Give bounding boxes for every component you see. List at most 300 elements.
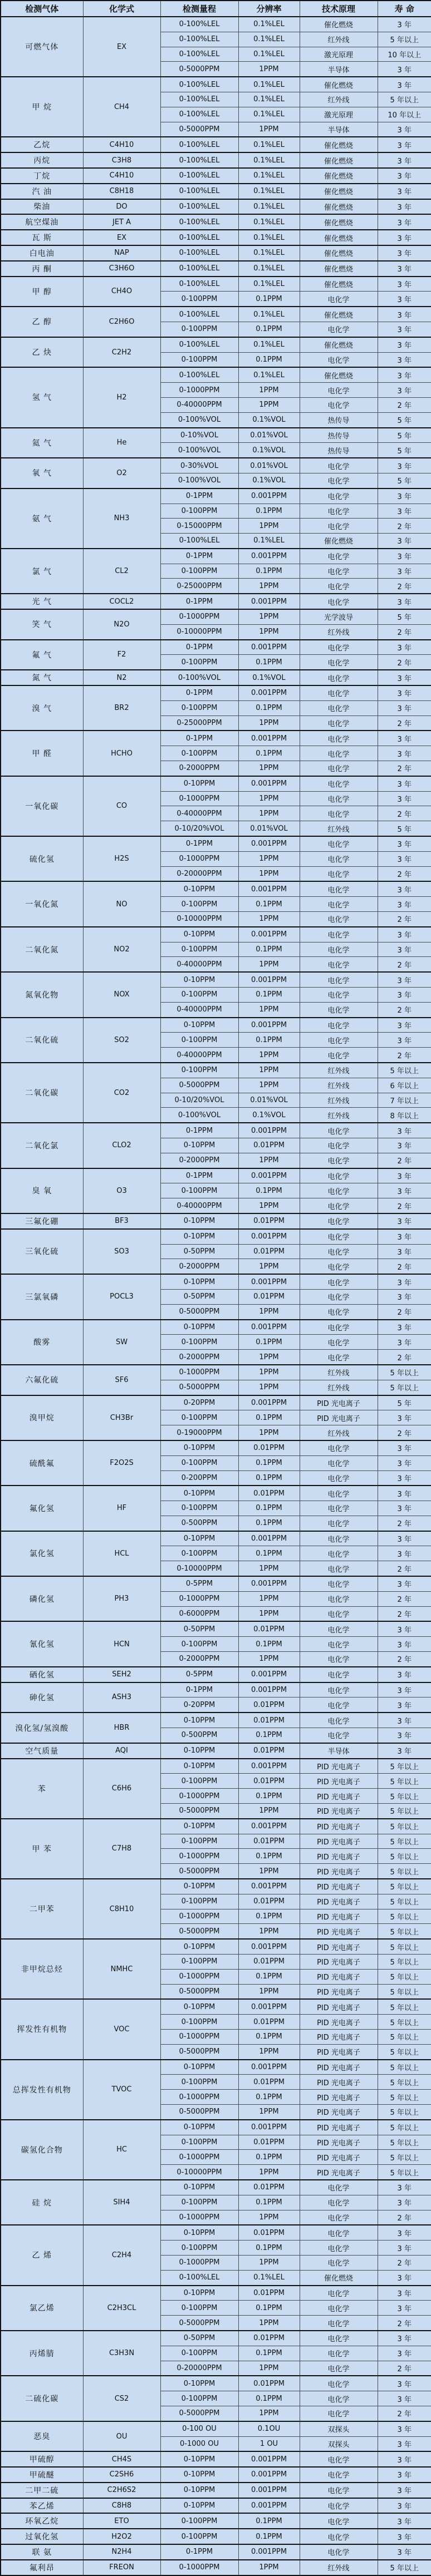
- table-row: [1, 2544, 431, 2560]
- range-cell: 0-40000PPM: [160, 1198, 238, 1213]
- principle-cell: 电化学: [300, 1713, 378, 1728]
- formula-cell: NMHC: [83, 1939, 160, 1999]
- lifespan-cell: 3 年: [378, 851, 431, 866]
- resolution-cell: 1PPM: [238, 2210, 300, 2225]
- lifespan-cell: 2 年: [378, 1259, 431, 1274]
- range-cell: 0-100%VOL: [160, 1108, 238, 1123]
- resolution-cell: 0.1%VOL: [238, 412, 300, 427]
- range-cell: 0-100PPM: [160, 564, 238, 579]
- resolution-cell: 0.1PPM: [238, 988, 300, 1003]
- range-cell: 0-10PPM: [160, 1213, 238, 1229]
- lifespan-cell: 2 年: [378, 2316, 431, 2331]
- principle-cell: 电化学: [300, 458, 378, 473]
- resolution-cell: 0.1PPM: [238, 746, 300, 761]
- lifespan-cell: 2 年: [378, 1304, 431, 1319]
- principle-cell: 电化学: [300, 1320, 378, 1335]
- gas-name-cell: 乙烷: [1, 137, 83, 152]
- table-row: [1, 77, 431, 92]
- range-cell: 0-5000PPM: [160, 1864, 238, 1879]
- gas-name-cell: 丙烷: [1, 152, 83, 168]
- range-cell: 0-1000PPM: [160, 383, 238, 398]
- lifespan-cell: 8 年以上: [378, 1108, 431, 1123]
- resolution-cell: 1PPM: [238, 1078, 300, 1093]
- resolution-cell: 1PPM: [238, 866, 300, 881]
- principle-cell: PID 光电离子: [300, 2165, 378, 2180]
- principle-cell: 电化学: [300, 700, 378, 715]
- lifespan-cell: 5 年以上: [378, 1365, 431, 1380]
- principle-cell: 电化学: [300, 579, 378, 594]
- table-row: [1, 245, 431, 261]
- principle-cell: 电化学: [300, 897, 378, 912]
- lifespan-cell: 3 年: [378, 1486, 431, 1501]
- range-cell: 0-10PPM: [160, 1440, 238, 1455]
- range-cell: 0-1000 OU: [160, 2436, 238, 2451]
- resolution-cell: 0.01PPM: [238, 1213, 300, 1229]
- lifespan-cell: 5 年以上: [378, 2104, 431, 2119]
- resolution-cell: 0.1%LEL: [238, 534, 300, 549]
- resolution-cell: 1PPM: [238, 1984, 300, 1999]
- principle-cell: 催化燃烧: [300, 77, 378, 92]
- formula-cell: C3H8: [83, 152, 160, 168]
- range-cell: 0-2000PPM: [160, 1259, 238, 1274]
- principle-cell: PID 光电离子: [300, 1410, 378, 1425]
- table-row: [1, 2483, 431, 2498]
- formula-cell: EX: [83, 230, 160, 245]
- range-cell: 0-1000PPM: [160, 1849, 238, 1864]
- principle-cell: 红外线: [300, 1093, 378, 1108]
- lifespan-cell: 3 年: [378, 1728, 431, 1743]
- table-row: [1, 1939, 431, 1954]
- principle-cell: PID 光电离子: [300, 1819, 378, 1834]
- resolution-cell: 0.01PPM: [238, 1774, 300, 1789]
- resolution-cell: 0.1PPM: [238, 504, 300, 519]
- range-cell: 0-10PPM: [160, 972, 238, 987]
- lifespan-cell: 3 年: [378, 1576, 431, 1591]
- formula-cell: VOC: [83, 1999, 160, 2059]
- resolution-cell: 0.001PPM: [238, 1576, 300, 1591]
- gas-name-cell: 汽 油: [1, 184, 83, 199]
- resolution-cell: 0.01PPM: [238, 2376, 300, 2391]
- gas-name-cell: 甲 烷: [1, 77, 83, 137]
- gas-name-cell: 苯: [1, 1759, 83, 1819]
- range-cell: 0-10PPM: [160, 2376, 238, 2391]
- principle-cell: PID 光电离子: [300, 2104, 378, 2119]
- range-cell: 0-100PPM: [160, 2195, 238, 2210]
- resolution-cell: 1PPM: [238, 715, 300, 731]
- resolution-cell: 0.1PPM: [238, 655, 300, 670]
- lifespan-cell: 2 年: [378, 1561, 431, 1576]
- principle-cell: 催化燃烧: [300, 337, 378, 352]
- gas-name-cell: 氟 气: [1, 640, 83, 670]
- principle-cell: 催化燃烧: [300, 367, 378, 382]
- range-cell: 0-10PPM: [160, 2180, 238, 2195]
- principle-cell: 红外线: [300, 1063, 378, 1078]
- principle-cell: 电化学: [300, 2529, 378, 2544]
- resolution-cell: 0.001PPM: [238, 1123, 300, 1138]
- range-cell: 0-1000PPM: [160, 609, 238, 624]
- gas-name-cell: 二氧化氯: [1, 1123, 83, 1168]
- range-cell: 0-10/20%VOL: [160, 821, 238, 836]
- range-cell: 0-1000PPM: [160, 851, 238, 866]
- resolution-cell: 1PPM: [238, 122, 300, 137]
- table-row: [1, 2451, 431, 2467]
- principle-cell: 电化学: [300, 1198, 378, 1213]
- principle-cell: 红外线: [300, 1425, 378, 1440]
- lifespan-cell: 10 年以上: [378, 47, 431, 62]
- principle-cell: 电化学: [300, 912, 378, 927]
- gas-name-cell: 丁烷: [1, 168, 83, 184]
- lifespan-cell: 3 年: [378, 927, 431, 942]
- gas-name-cell: 白电油: [1, 245, 83, 261]
- range-cell: 0-20000PPM: [160, 866, 238, 881]
- formula-cell: TVOC: [83, 2060, 160, 2120]
- lifespan-cell: 2 年: [378, 2210, 431, 2225]
- formula-cell: O2: [83, 458, 160, 488]
- formula-cell: C6H6: [83, 1759, 160, 1819]
- range-cell: 0-10PPM: [160, 2498, 238, 2514]
- lifespan-cell: 3 年: [378, 1682, 431, 1697]
- range-cell: 0-10PPM: [160, 1759, 238, 1774]
- principle-cell: 电化学: [300, 761, 378, 776]
- resolution-cell: 1PPM: [238, 851, 300, 866]
- resolution-cell: 0.01PPM: [238, 2075, 300, 2090]
- lifespan-cell: 5 年以上: [378, 1909, 431, 1924]
- gas-name-cell: 三氯氧磷: [1, 1274, 83, 1319]
- principle-cell: 电化学: [300, 504, 378, 519]
- range-cell: 0-10PPM: [160, 2467, 238, 2483]
- gas-name-cell: 六氟化硫: [1, 1365, 83, 1395]
- principle-cell: 电化学: [300, 1591, 378, 1606]
- resolution-cell: 0.1PPM: [238, 322, 300, 337]
- gas-name-cell: 乙 炔: [1, 337, 83, 368]
- resolution-cell: 0.1PPM: [238, 292, 300, 307]
- lifespan-cell: 2 年: [378, 655, 431, 670]
- principle-cell: 催化燃烧: [300, 277, 378, 292]
- range-cell: 0-10PPM: [160, 1138, 238, 1153]
- table-row: [1, 1395, 431, 1410]
- range-cell: 0-50PPM: [160, 1289, 238, 1304]
- resolution-cell: 0.1%LEL: [238, 214, 300, 230]
- resolution-cell: 1PPM: [238, 1864, 300, 1879]
- lifespan-cell: 5 年以上: [378, 2560, 431, 2575]
- principle-cell: 红外线: [300, 1365, 378, 1380]
- lifespan-cell: 2 年: [378, 715, 431, 731]
- formula-cell: ETO: [83, 2513, 160, 2529]
- lifespan-cell: 5 年以上: [378, 1955, 431, 1970]
- principle-cell: 催化燃烧: [300, 137, 378, 152]
- gas-name-cell: 氰化氢: [1, 1621, 83, 1666]
- resolution-cell: 0.001PPM: [238, 1018, 300, 1033]
- resolution-cell: 0.01PPM: [238, 1138, 300, 1153]
- range-cell: 0-5000PPM: [160, 2044, 238, 2059]
- lifespan-cell: 7 年以上: [378, 1093, 431, 1108]
- principle-cell: 热传导: [300, 428, 378, 443]
- range-cell: 0-1PPM: [160, 1682, 238, 1697]
- lifespan-cell: 5 年以上: [378, 1063, 431, 1078]
- lifespan-cell: 3 年: [378, 337, 431, 352]
- formula-cell: CH4O: [83, 277, 160, 307]
- principle-cell: 电化学: [300, 2498, 378, 2514]
- table-row: [1, 776, 431, 791]
- lifespan-cell: 3 年: [378, 214, 431, 230]
- lifespan-cell: 5 年以上: [378, 1774, 431, 1789]
- gas-name-cell: 航空煤油: [1, 214, 83, 230]
- resolution-cell: 0.001PPM: [238, 972, 300, 987]
- formula-cell: CH4S: [83, 2451, 160, 2467]
- gas-name-cell: 碳氢化合物: [1, 2120, 83, 2180]
- principle-cell: 电化学: [300, 1728, 378, 1743]
- range-cell: 0-20PPM: [160, 1697, 238, 1713]
- range-cell: 0-10PPM: [160, 2286, 238, 2301]
- lifespan-cell: 5 年以上: [378, 2165, 431, 2180]
- range-cell: 0-100%LEL: [160, 152, 238, 168]
- formula-cell: C2H6S2: [83, 2483, 160, 2498]
- resolution-cell: 0.01PPM: [238, 2225, 300, 2240]
- gas-name-cell: 氯乙烯: [1, 2286, 83, 2331]
- principle-cell: 电化学: [300, 2331, 378, 2346]
- lifespan-cell: 3 年: [378, 307, 431, 322]
- lifespan-cell: 3 年: [378, 1637, 431, 1652]
- range-cell: 0-1PPM: [160, 549, 238, 564]
- principle-cell: 催化燃烧: [300, 199, 378, 215]
- principle-cell: 电化学: [300, 2210, 378, 2225]
- formula-cell: CO2: [83, 1063, 160, 1123]
- lifespan-cell: 3 年: [378, 2544, 431, 2560]
- principle-cell: 电化学: [300, 1289, 378, 1304]
- range-cell: 0-1000PPM: [160, 2255, 238, 2270]
- principle-cell: 电化学: [300, 2346, 378, 2361]
- range-cell: 0-1000PPM: [160, 1591, 238, 1606]
- resolution-cell: 0.1PPM: [238, 2346, 300, 2361]
- resolution-cell: 1PPM: [238, 1350, 300, 1365]
- principle-cell: 电化学: [300, 2391, 378, 2406]
- resolution-cell: 0.001PPM: [238, 2451, 300, 2467]
- resolution-cell: 0.001PPM: [238, 836, 300, 851]
- range-cell: 0-2000PPM: [160, 1350, 238, 1365]
- table-row: [1, 1531, 431, 1546]
- gas-name-cell: 环氧乙烷: [1, 2513, 83, 2529]
- principle-cell: 电化学: [300, 1213, 378, 1229]
- gas-name-cell: 挥发性有机物: [1, 1999, 83, 2059]
- principle-cell: 电化学: [300, 1667, 378, 1682]
- principle-cell: 热传导: [300, 443, 378, 458]
- formula-cell: ASH3: [83, 1682, 160, 1713]
- resolution-cell: 1PPM: [238, 383, 300, 398]
- resolution-cell: 0.1PPM: [238, 942, 300, 957]
- table-row: [1, 137, 431, 152]
- lifespan-cell: 3 年: [378, 640, 431, 655]
- lifespan-cell: 5 年以上: [378, 2150, 431, 2165]
- lifespan-cell: 5 年以上: [378, 1380, 431, 1395]
- resolution-cell: 0.1PPM: [238, 1728, 300, 1743]
- table-row: [1, 1667, 431, 1682]
- range-cell: 0-100%LEL: [160, 534, 238, 549]
- lifespan-cell: 3 年: [378, 670, 431, 685]
- resolution-cell: 0.001PPM: [238, 1395, 300, 1410]
- resolution-cell: 0.1PPM: [238, 2391, 300, 2406]
- range-cell: 0-10PPM: [160, 1879, 238, 1894]
- formula-cell: C2H3CL: [83, 2286, 160, 2331]
- resolution-cell: 0.1PPM: [238, 1470, 300, 1486]
- principle-cell: 电化学: [300, 1606, 378, 1621]
- principle-cell: 电化学: [300, 2376, 378, 2391]
- range-cell: 0-100PPM: [160, 700, 238, 715]
- range-cell: 0-1000PPM: [160, 1365, 238, 1380]
- lifespan-cell: 3 年: [378, 1033, 431, 1048]
- range-cell: 0-5000PPM: [160, 2316, 238, 2331]
- resolution-cell: 0.01PPM: [238, 1834, 300, 1849]
- principle-cell: 电化学: [300, 670, 378, 685]
- gas-name-cell: 一氧化碳: [1, 776, 83, 836]
- resolution-cell: 0.001PPM: [238, 1819, 300, 1834]
- principle-cell: 半导体: [300, 62, 378, 77]
- table-row: [1, 1018, 431, 1033]
- principle-cell: PID 光电离子: [300, 1969, 378, 1984]
- principle-cell: PID 光电离子: [300, 1834, 378, 1849]
- lifespan-cell: 5 年以上: [378, 2135, 431, 2150]
- range-cell: 0-40000PPM: [160, 806, 238, 821]
- range-cell: 0-1PPM: [160, 2544, 238, 2560]
- column-header-range: 检测量程: [160, 1, 238, 17]
- principle-cell: 电化学: [300, 776, 378, 791]
- gas-name-cell: 丙 酮: [1, 261, 83, 277]
- principle-cell: 电化学: [300, 791, 378, 806]
- lifespan-cell: 3 年: [378, 245, 431, 261]
- lifespan-cell: 3 年: [378, 168, 431, 184]
- gas-name-cell: 空气质量: [1, 1743, 83, 1759]
- resolution-cell: 0.001PPM: [238, 549, 300, 564]
- resolution-cell: 0.1%VOL: [238, 473, 300, 488]
- resolution-cell: 0.001PPM: [238, 2060, 300, 2075]
- lifespan-cell: 2 年: [378, 1516, 431, 1531]
- resolution-cell: 1PPM: [238, 1259, 300, 1274]
- table-row: [1, 1621, 431, 1636]
- formula-cell: SF6: [83, 1365, 160, 1395]
- gas-name-cell: 二甲苯: [1, 1879, 83, 1939]
- range-cell: 0-10000PPM: [160, 1561, 238, 1576]
- resolution-cell: 0.1%LEL: [238, 230, 300, 245]
- principle-cell: 电化学: [300, 473, 378, 488]
- resolution-cell: 0.1%LEL: [238, 17, 300, 32]
- range-cell: 0-1PPM: [160, 1168, 238, 1183]
- principle-cell: 热传导: [300, 412, 378, 427]
- lifespan-cell: 3 年: [378, 972, 431, 987]
- gas-name-cell: 氨 气: [1, 488, 83, 549]
- range-cell: 0-100PPM: [160, 2391, 238, 2406]
- principle-cell: 电化学: [300, 1183, 378, 1198]
- gas-name-cell: 瓦 斯: [1, 230, 83, 245]
- principle-cell: 电化学: [300, 2483, 378, 2498]
- table-row: [1, 2421, 431, 2436]
- range-cell: 0-100%VOL: [160, 412, 238, 427]
- principle-cell: PID 光电离子: [300, 1849, 378, 1864]
- range-cell: 0-5000PPM: [160, 1078, 238, 1093]
- lifespan-cell: 2 年: [378, 579, 431, 594]
- principle-cell: PID 光电离子: [300, 2090, 378, 2105]
- formula-cell: NO2: [83, 927, 160, 972]
- range-cell: 0-15000PPM: [160, 519, 238, 534]
- gas-name-cell: 二氧化氮: [1, 927, 83, 972]
- lifespan-cell: 5 年以上: [378, 1849, 431, 1864]
- lifespan-cell: 5 年: [378, 821, 431, 836]
- resolution-cell: 0.1%LEL: [238, 168, 300, 184]
- resolution-cell: 1PPM: [238, 1063, 300, 1078]
- range-cell: 0-10PPM: [160, 1320, 238, 1335]
- range-cell: 0-10/20%VOL: [160, 1093, 238, 1108]
- resolution-cell: 0.01PPM: [238, 1894, 300, 1909]
- lifespan-cell: 3 年: [378, 836, 431, 851]
- table-body: [1, 17, 431, 2575]
- resolution-cell: 1PPM: [238, 519, 300, 534]
- lifespan-cell: 2 年: [378, 866, 431, 881]
- principle-cell: 红外线: [300, 1078, 378, 1093]
- range-cell: 0-100%LEL: [160, 168, 238, 184]
- gas-name-cell: 磷化氢: [1, 1576, 83, 1621]
- table-row: [1, 261, 431, 277]
- gas-name-cell: 乙 醇: [1, 307, 83, 337]
- lifespan-cell: 3 年: [378, 277, 431, 292]
- range-cell: 0-100PPM: [160, 2241, 238, 2256]
- formula-cell: H2O2: [83, 2529, 160, 2544]
- lifespan-cell: 2 年: [378, 1048, 431, 1063]
- principle-cell: 电化学: [300, 881, 378, 896]
- resolution-cell: 0.1PPM: [238, 2195, 300, 2210]
- range-cell: 0-100PPM: [160, 1335, 238, 1350]
- lifespan-cell: 3 年: [378, 1213, 431, 1229]
- table-row: [1, 670, 431, 685]
- principle-cell: 电化学: [300, 1516, 378, 1531]
- range-cell: 0-5000PPM: [160, 1380, 238, 1395]
- range-cell: 0-100%LEL: [160, 137, 238, 152]
- range-cell: 0-100%LEL: [160, 32, 238, 47]
- principle-cell: 催化燃烧: [300, 261, 378, 277]
- range-cell: 0-10PPM: [160, 776, 238, 791]
- range-cell: 0-5000PPM: [160, 1984, 238, 1999]
- lifespan-cell: 3 年: [378, 942, 431, 957]
- lifespan-cell: 2 年: [378, 2406, 431, 2421]
- resolution-cell: 0.1%LEL: [238, 137, 300, 152]
- column-header-principle: 技术原理: [300, 1, 378, 17]
- table-row: [1, 1743, 431, 1759]
- table-row: [1, 640, 431, 655]
- principle-cell: 红外线: [300, 821, 378, 836]
- table-row: [1, 927, 431, 942]
- principle-cell: 催化燃烧: [300, 245, 378, 261]
- principle-cell: 电化学: [300, 1470, 378, 1486]
- lifespan-cell: 3 年: [378, 383, 431, 398]
- lifespan-cell: 5 年以上: [378, 92, 431, 107]
- principle-cell: 电化学: [300, 2513, 378, 2529]
- gas-name-cell: 丙烯腈: [1, 2331, 83, 2376]
- lifespan-cell: 3 年: [378, 322, 431, 337]
- range-cell: 0-100PPM: [160, 746, 238, 761]
- table-row: [1, 214, 431, 230]
- lifespan-cell: 5 年以上: [378, 1864, 431, 1879]
- gas-name-cell: 光 气: [1, 594, 83, 609]
- principle-cell: PID 光电离子: [300, 1759, 378, 1774]
- range-cell: 0-100PPM: [160, 352, 238, 367]
- resolution-cell: 0.01PPM: [238, 1621, 300, 1636]
- lifespan-cell: 3 年: [378, 1229, 431, 1244]
- resolution-cell: 0.1PPM: [238, 564, 300, 579]
- gas-name-cell: 三氧化硫: [1, 1229, 83, 1274]
- resolution-cell: 1PPM: [238, 1304, 300, 1319]
- range-cell: 0-1PPM: [160, 836, 238, 851]
- gas-name-cell: 氟利昂: [1, 2560, 83, 2575]
- principle-cell: 电化学: [300, 685, 378, 700]
- gas-name-cell: 可燃气体: [1, 17, 83, 77]
- resolution-cell: 0.1PPM: [238, 1335, 300, 1350]
